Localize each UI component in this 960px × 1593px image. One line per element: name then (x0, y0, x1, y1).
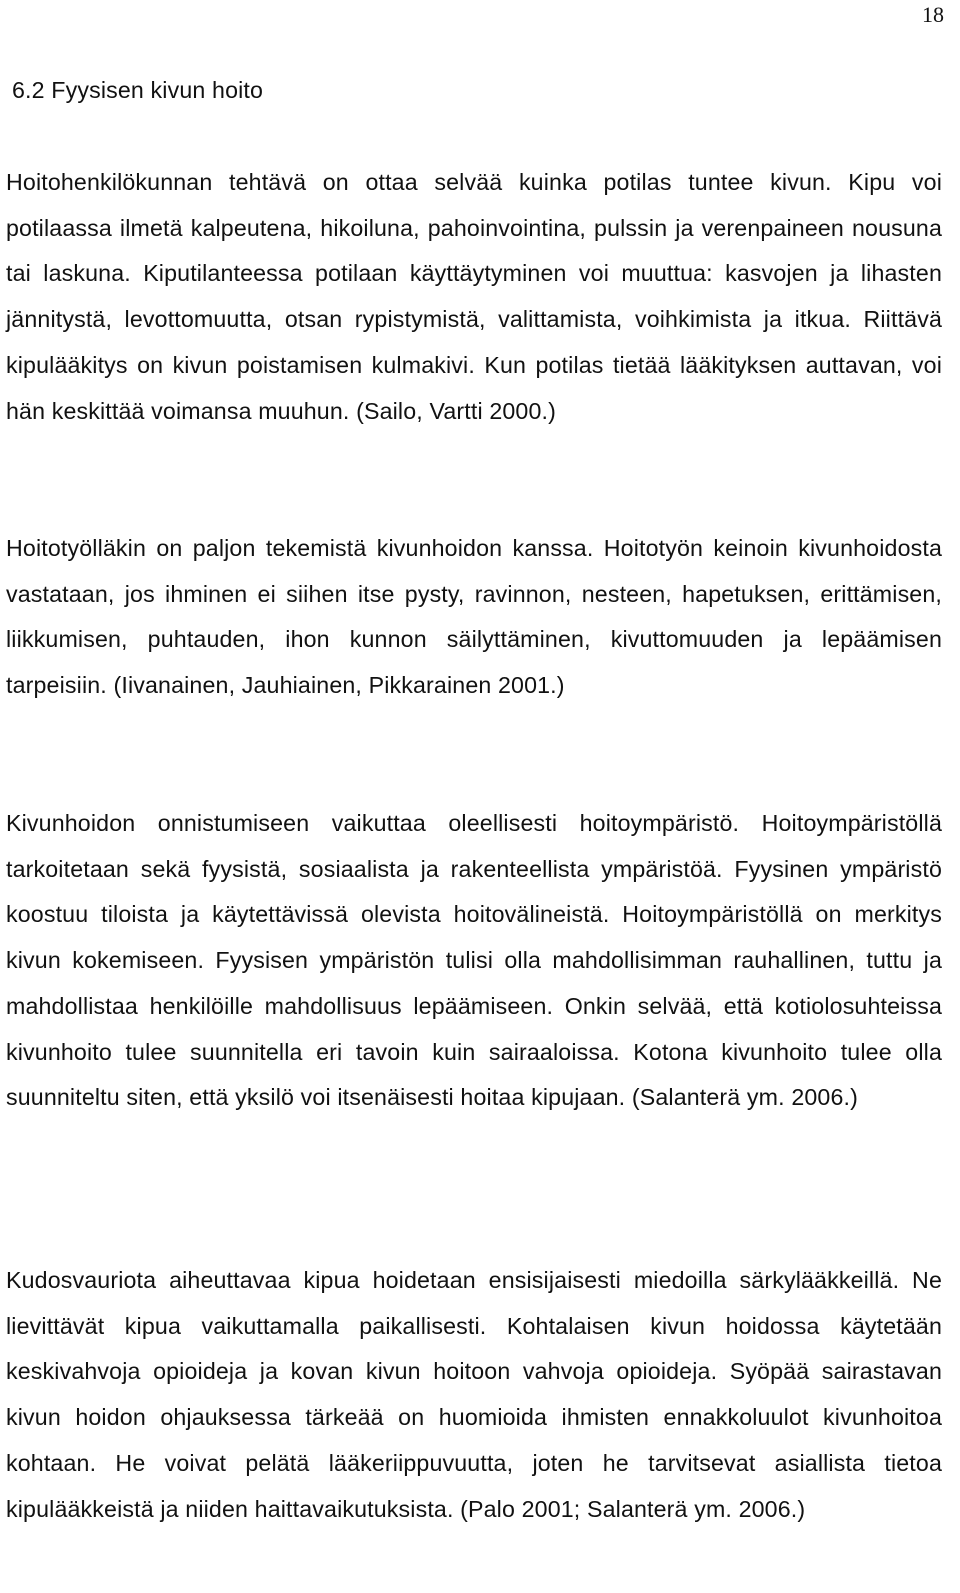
paragraph-1: Hoitohenkilökunnan tehtävä on ottaa selvää kuinka potilas tuntee kivun. Kipu voi potilaassa ilmetä kalpeutena, hikoiluna, pahoinvointina, pulssin ja verenpaineen nousuna tai laskuna. Kiputilanteessa potilaan käyttäytyminen voi muuttua: kasvojen ja lihasten jännitystä, levottomuutta, otsan rypistymistä, valittamista, voihkimista ja itkua. Riittävä kipulääkitys on kivun poistamisen kulmakivi. Kun potilas tietää lääkityksen auttavan, voi hän keskittää voimansa muuhun. (Sailo, Vartti 2000.) (6, 169, 942, 424)
paragraph-2: Hoitotyölläkin on paljon tekemistä kivunhoidon kanssa. Hoitotyön keinoin kivunhoidosta vastataan, jos ihminen ei siihen itse pysty, ravinnon, nesteen, hapetuksen, erittämisen, liikkumisen, puhtauden, ihon kunnon säilyttäminen, kivuttomuuden ja lepäämisen tarpeisiin. (Iivanainen, Jauhiainen, Pikkarainen 2001.) (6, 535, 942, 699)
section-heading: 6.2 Fyysisen kivun hoito (12, 77, 264, 103)
page-number: 18 (922, 2, 944, 27)
paragraph-3: Kivunhoidon onnistumiseen vaikuttaa oleellisesti hoitoympäristö. Hoitoympäristöllä tarkoitetaan sekä fyysistä, sosiaalista ja rakenteellista ympäristöä. Fyysinen ympäristö koostuu tiloista ja käytettävissä olevista hoitovälineistä. Hoitoympäristöllä on merkitys kivun kokemiseen. Fyysisen ympäristön tulisi olla mahdollisimman rauhallinen, tuttu ja mahdollistaa henkilöille mahdollisuus lepäämiseen. Onkin selvää, että kotiolosuhteissa kivunhoito tulee suunnitella eri tavoin kuin sairaaloissa. Kotona kivunhoito tulee olla suunniteltu siten, että yksilö voi itsenäisesti hoitaa kipujaan. (Salanterä ym. 2006.) (6, 810, 942, 1111)
paragraph-4: Kudosvauriota aiheuttavaa kipua hoidetaan ensisijaisesti miedoilla särkylääkkeillä. Ne lievittävät kipua vaikuttamalla paikallisesti. Kohtalaisen kivun hoidossa käytetään keskivahvoja opioideja ja kovan kivun hoitoon vahvoja opioideja. Syöpää sairastavan kivun hoidon ohjauksessa tärkeää on huomioida ihmisten ennakkoluulot kivunhoitoa kohtaan. He voivat pelätä lääkeriippuvuutta, joten he tarvitsevat asiallista tietoa kipulääkkeistä ja niiden haittavaikutuksista. (Palo 2001; Salanterä ym. 2006.) (6, 1267, 942, 1522)
